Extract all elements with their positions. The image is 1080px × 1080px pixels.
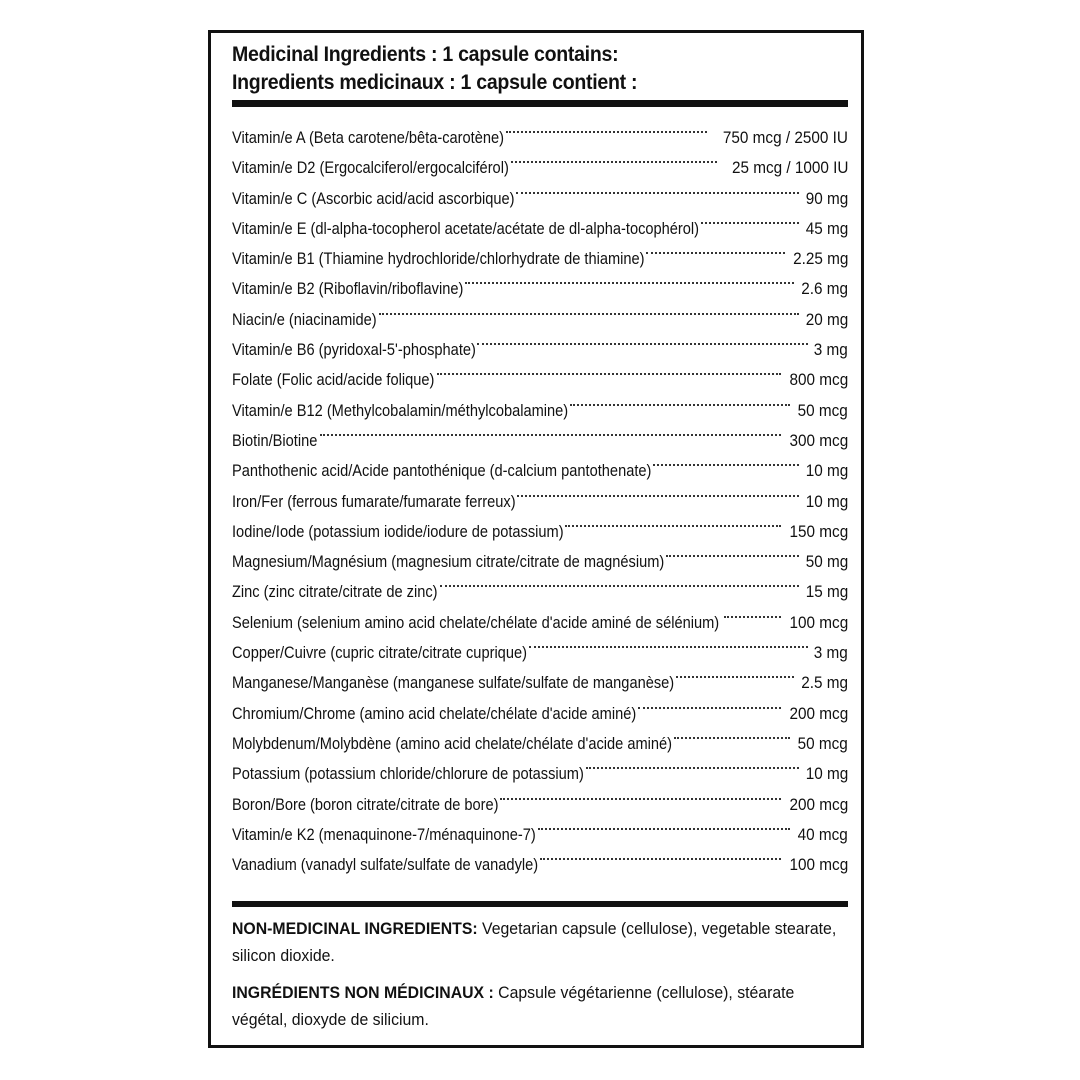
ingredient-label-panel <box>208 30 864 1048</box>
ingredient-name: Vitamin/e D2 (Ergocalciferol/ergocalciférol) <box>232 158 509 178</box>
ingredient-name: Folate (Folic acid/acide folique) <box>232 370 435 390</box>
ingredient-amount: 50 mcg <box>797 400 848 420</box>
ingredient-amount: 40 mcg <box>797 824 848 844</box>
ingredient-name: Vanadium (vanadyl sulfate/sulfate de vanadyle) <box>232 855 539 875</box>
dot-leader <box>565 507 781 537</box>
dot-leader <box>586 749 799 779</box>
ingredient-amount: 15 mg <box>805 582 848 602</box>
ingredient-name: Vitamin/e E (dl-alpha-tocopherol acetate/acétate de dl-alpha-tocophérol) <box>232 218 700 238</box>
dot-leader <box>638 689 781 719</box>
dot-leader <box>500 780 780 810</box>
ingredient-amount: 150 mcg <box>789 521 848 541</box>
ingredient-name: Zinc (zinc citrate/citrate de zinc) <box>232 582 438 602</box>
ingredient-row <box>232 446 848 481</box>
ingredient-amount: 100 mcg <box>789 612 848 632</box>
ingredient-name: Magnesium/Magnésium (magnesium citrate/citrate de magnésium) <box>232 552 665 572</box>
header-divider <box>232 100 848 107</box>
ingredient-amount: 10 mg <box>805 461 848 481</box>
dot-leader <box>506 113 707 143</box>
dot-leader <box>538 810 790 840</box>
ingredient-row <box>232 113 848 147</box>
dot-leader <box>320 416 781 446</box>
header-english: Medicinal Ingredients : 1 capsule contains: <box>232 43 619 66</box>
ingredient-amount: 25 mcg / 1000 IU <box>731 158 848 178</box>
ingredient-name: Boron/Bore (boron citrate/citrate de bore) <box>232 794 499 814</box>
header-french: Ingredients medicinaux : 1 capsule contient : <box>232 71 638 94</box>
label-header <box>232 41 809 97</box>
ingredient-row <box>232 416 848 450</box>
ingredient-name: Vitamin/e K2 (menaquinone-7/ménaquinone-7) <box>232 824 536 844</box>
non-medicinal-french-text: Capsule végétarienne (cellulose), stéarate végétal, dioxyde de silicium. <box>232 983 795 1029</box>
ingredient-list <box>232 113 848 875</box>
dot-leader <box>465 264 794 294</box>
dot-leader <box>477 325 808 355</box>
ingredient-name: Copper/Cuivre (cupric citrate/citrate cuprique) <box>232 643 527 663</box>
dot-leader <box>676 658 794 688</box>
ingredient-name: Vitamin/e B12 (Methylcobalamin/méthylcobalamine) <box>232 400 569 420</box>
dot-leader <box>529 628 808 658</box>
ingredient-amount: 750 mcg / 2500 IU <box>722 128 848 147</box>
non-medicinal-english <box>232 915 846 969</box>
ingredient-amount: 20 mg <box>805 309 848 329</box>
ingredient-name: Vitamin/e B2 (Riboflavin/riboflavine) <box>232 279 464 299</box>
non-medicinal-english-label: NON-MEDICINAL INGREDIENTS: <box>232 919 478 938</box>
non-medicinal-french-label: INGRÉDIENTS NON MÉDICINAUX : <box>232 983 494 1002</box>
ingredient-amount: 45 mg <box>805 218 848 238</box>
non-medicinal-french <box>232 979 846 1033</box>
ingredient-name: Manganese/Manganèse (manganese sulfate/sulfate de manganèse) <box>232 673 675 693</box>
ingredient-amount: 3 mg <box>813 643 848 663</box>
ingredient-name: Iodine/Iode (potassium iodide/iodure de potassium) <box>232 521 564 541</box>
ingredient-amount: 50 mcg <box>797 733 848 753</box>
dot-leader <box>646 234 784 264</box>
dot-leader <box>540 840 781 870</box>
ingredient-amount: 2.25 mg <box>792 249 848 269</box>
ingredient-amount: 10 mg <box>805 491 848 511</box>
ingredient-name: Vitamin/e B6 (pyridoxal-5'-phosphate) <box>232 340 476 360</box>
ingredient-name: Vitamin/e C (Ascorbic acid/acid ascorbique) <box>232 188 515 208</box>
dot-leader <box>701 204 799 234</box>
dot-leader <box>674 719 791 749</box>
ingredient-amount: 200 mcg <box>789 794 848 814</box>
ingredient-amount: 200 mcg <box>789 703 848 723</box>
dot-leader <box>511 143 717 173</box>
ingredient-amount: 800 mcg <box>789 370 848 390</box>
ingredient-amount: 300 mcg <box>789 430 848 450</box>
ingredient-name: Vitamin/e A (Beta carotene/bêta-carotène) <box>232 128 505 147</box>
ingredient-name: Panthothenic acid/Acide pantothénique (d-calcium pantothenate) <box>232 461 652 481</box>
non-medicinal-section <box>232 915 846 1043</box>
ingredient-name: Iron/Fer (ferrous fumarate/fumarate ferreux) <box>232 491 516 511</box>
ingredient-name: Selenium (selenium amino acid chelate/chélate d'acide aminé de sélénium) <box>232 612 720 632</box>
ingredient-amount: 10 mg <box>805 764 848 784</box>
dot-leader <box>724 598 781 628</box>
ingredient-amount: 2.6 mg <box>801 279 848 299</box>
ingredient-name: Potassium (potassium chloride/chlorure de potassium) <box>232 764 584 784</box>
dot-leader <box>379 295 799 325</box>
ingredient-name: Vitamin/e B1 (Thiamine hydrochloride/chlorhydrate de thiamine) <box>232 249 645 269</box>
dot-leader <box>666 537 799 567</box>
ingredient-name: Biotin/Biotine <box>232 430 318 450</box>
dot-leader <box>440 567 799 597</box>
dot-leader <box>570 386 790 416</box>
ingredient-name: Chromium/Chrome (amino acid chelate/chélate d'acide aminé) <box>232 703 637 723</box>
ingredient-amount: 100 mcg <box>789 855 848 875</box>
dot-leader <box>437 355 781 385</box>
ingredient-name: Molybdenum/Molybdène (amino acid chelate/chélate d'acide aminé) <box>232 733 673 753</box>
non-medicinal-english-text: Vegetarian capsule (cellulose), vegetable stearate, silicon dioxide. <box>232 919 837 965</box>
dot-leader <box>653 446 799 476</box>
footer-divider <box>232 901 848 907</box>
dot-leader <box>517 477 798 507</box>
ingredient-amount: 2.5 mg <box>801 673 848 693</box>
ingredient-amount: 90 mg <box>805 188 848 208</box>
ingredient-amount: 50 mg <box>805 552 848 572</box>
dot-leader <box>516 174 799 204</box>
ingredient-name: Niacin/e (niacinamide) <box>232 309 377 329</box>
ingredient-amount: 3 mg <box>813 340 848 360</box>
